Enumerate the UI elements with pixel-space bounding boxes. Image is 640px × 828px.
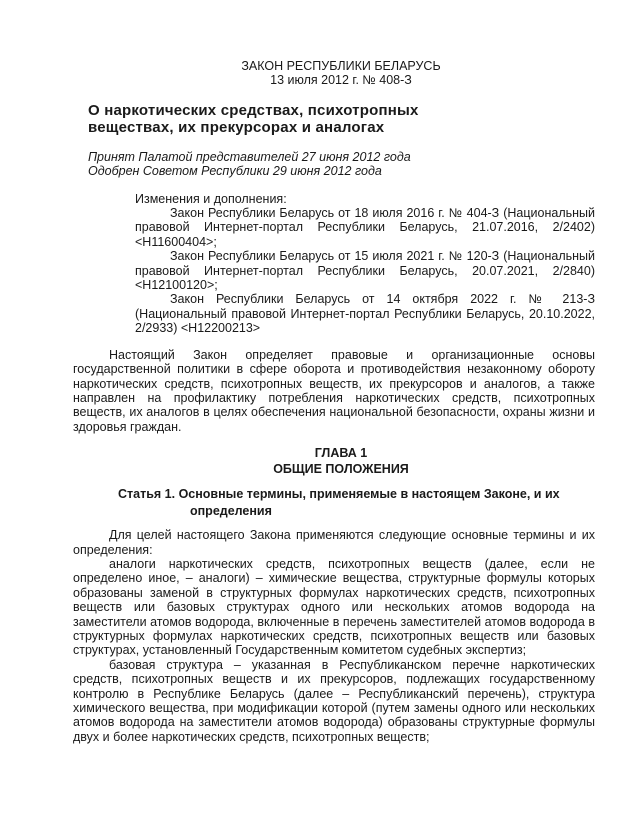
amendment-item: Закон Республики Беларусь от 15 июля 2021 г. № 120-З (Национальный правовой Интернет-портал Республики Беларусь, 20.07.2021, 2/2840) <H12100120>; [135, 249, 595, 293]
chapter-number: ГЛАВА 1 [314, 446, 368, 461]
adopted-by-chamber-line: Принят Палатой представителей 27 июня 2012 года [88, 149, 411, 164]
amendment-item: Закон Республики Беларусь от 14 октября 2022 г. № 213-З (Национальный правовой Интернет-портал Республики Беларусь, 20.10.2022, 2/2933) <H12200213> [135, 292, 595, 336]
definition-paragraph-base-structure: базовая структура – указанная в Республиканском перечне наркотических средств, психотропных веществ и их прекурсоров, подлежащих государственному контролю в Республике Беларусь (далее – Республиканский перечень), структура химического вещества, при модификации которой (путем замены одного или нескольких атомов водорода на заместители атомов водорода) образованы структурные формулы двух и более наркотических средств, психотропных веществ; [73, 657, 595, 744]
article-1-intro-paragraph: Для целей настоящего Закона применяются следующие основные термины и их определения: [73, 528, 595, 557]
document-title: О наркотических средствах, психотропных веществах, их прекурсорах и аналогах [88, 101, 419, 136]
preamble-paragraph: Настоящий Закон определяет правовые и организационные основы государственной политики в сфере оборота и противодействия незаконному обороту наркотических средств, психотропных веществ, их прекурсоров и аналогов, а также направлен на профилактику потребления наркотических средств, психотропных веществ, их аналогов в целях обеспечения национальной безопасности, охраны жизни и здоровья граждан. [73, 347, 595, 434]
chapter-title: ОБЩИЕ ПОЛОЖЕНИЯ [273, 461, 409, 476]
document-date-number-line: 13 июля 2012 г. № 408-З [270, 73, 412, 88]
chapter-heading [73, 446, 595, 477]
document-type-line: ЗАКОН РЕСПУБЛИКИ БЕЛАРУСЬ [241, 59, 441, 73]
definition-paragraph-analogues: аналоги наркотических средств, психотропных веществ (далее, если не определено иное, – аналоги) – химические вещества, структурные формулы которых образованы заменой в структурных формулах наркотических средств, психотропных веществ или базовых структурах одного или нескольких атомов водорода на заместители атомов водорода, включенные в перечень заместителей атомов водорода в структурных формулах наркотических средств, психотропных веществ или базовых структурах, установленный Государственным комитетом судебных экспертиз; [73, 556, 595, 658]
approved-by-council-line: Одобрен Советом Республики 29 июня 2012 года [88, 164, 382, 179]
amendments-label: Изменения и дополнения: [135, 191, 287, 206]
adoption-block [88, 150, 595, 179]
amendment-item: Закон Республики Беларусь от 18 июля 2016 г. № 404-З (Национальный правовой Интернет-портал Республики Беларусь, 21.07.2016, 2/2402) <H11600404>; [135, 206, 595, 249]
article-1-heading: Статья 1. Основные термины, применяемые в настоящем Законе, и их определения [118, 487, 560, 519]
document-header [73, 59, 595, 88]
amendments-block [135, 192, 595, 336]
